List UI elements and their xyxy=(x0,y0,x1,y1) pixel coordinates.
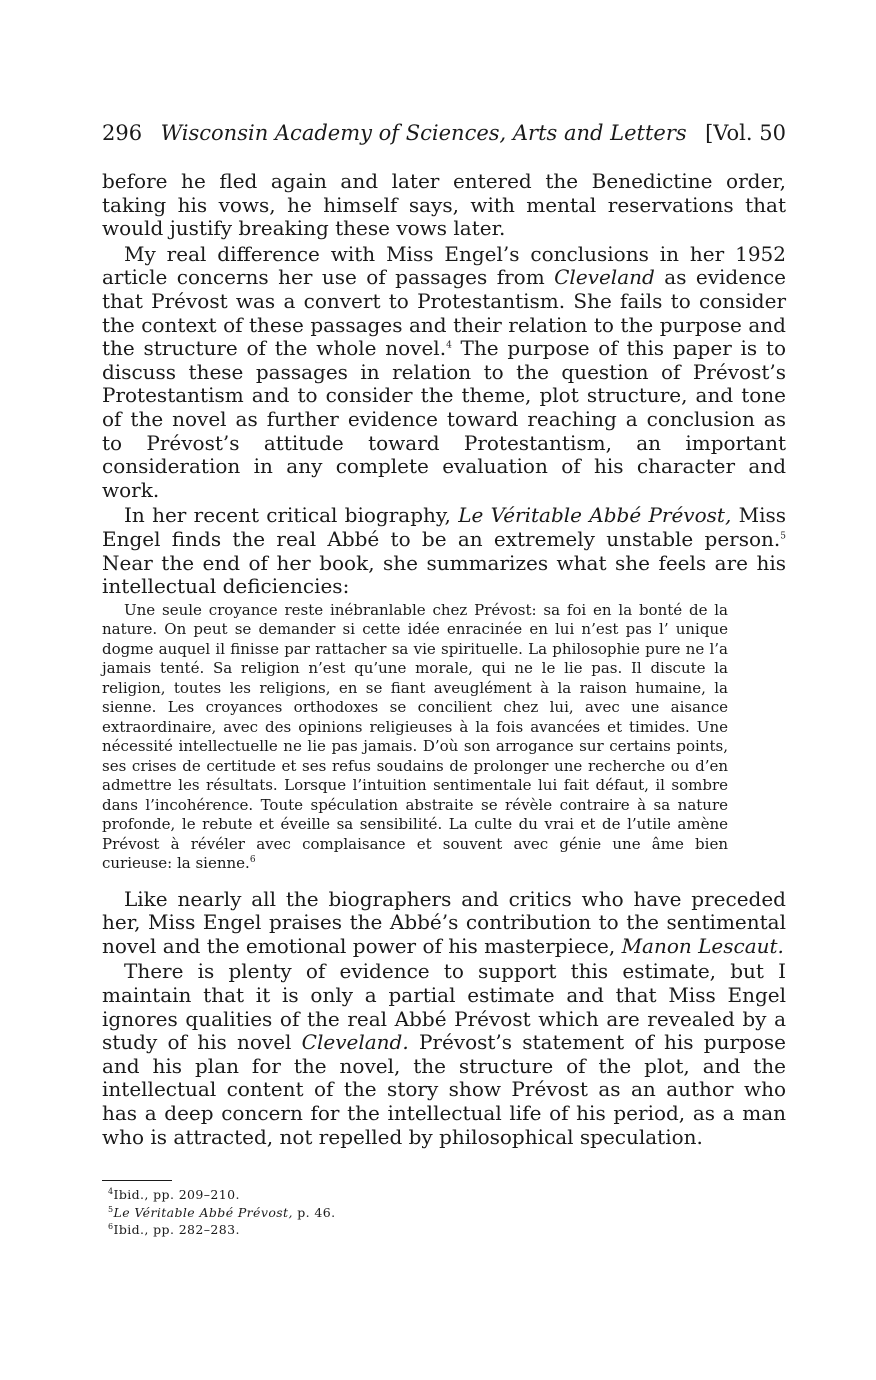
p4-title-manon: Manon Lescaut. xyxy=(621,933,784,958)
p3-text-b: Miss Engel finds the real Abbé to be an extremely unstable person. xyxy=(102,503,787,551)
footnote xyxy=(108,1204,668,1222)
p2-text-b: as evidence that Prévost was a convert to Protestantism. She fails to consider the context of these passages and their relation to the purpose and the structure of the whole novel. xyxy=(102,265,786,361)
block-quote xyxy=(102,601,728,874)
quote-text: Une seule croyance reste inébranlable chez Prévost: sa foi en la bonté de la nature. On peut se demander si cette idée enracinée en lui n’est pas l’ unique dogme auquel il finisse par rattacher sa vie spirituelle. La philosophie pure ne l’a jamais tenté. Sa religion n’est qu’une morale, qui ne le lie pas. Il discute la religion, toutes les religions, en se fiant aveuglément à la raison humaine, la sienne. Les croyances orthodoxes se concilient chez lui, avec une aisance extraordinaire, avec des opinions religieuses à la fois avancées et timides. Une nécessité intellectuelle ne lie pas jamais. D’où son arrogance sur certains points, ses crises de certitude et ses refus soudains de prolonger une recherche ou d’en admettre les résultats. Lorsque l’intuition sentimentale lui fait défaut, il sombre dans l’incohérence. Toute spéculation abstraite se révèle contraire à sa nature profonde, le rebute et éveille sa sensibilité. La culte du vrai et de l’utile amène Prévost à révéler avec complaisance et souvent avec génie une âme bien curieuse: la sienne. xyxy=(102,600,728,873)
p5-title-cleveland: Cleveland. xyxy=(301,1030,409,1055)
p3-text-a: In her recent critical biography, xyxy=(124,503,459,528)
p2-text-c: The purpose of this paper is to discuss these passages in relation to the question of Prévost’s Protestantism and to consider the theme, plot structure, and tone of the novel as further evidence toward reaching a conclusion as to Prévost’s attitude toward Protestantism, an important consideration in any complete evaluation of his character and work. xyxy=(102,336,786,502)
footnote-ref-5: 5 xyxy=(780,531,786,542)
body-text xyxy=(102,170,786,1149)
footnote-book-title: Le Véritable Abbé Prévost, xyxy=(113,1204,293,1220)
footnotes xyxy=(108,1186,668,1239)
footnote-text: Ibid., pp. 282–283. xyxy=(113,1222,240,1237)
running-head xyxy=(102,120,786,146)
p5-text-a: There is plenty of evidence to support this estimate, but I maintain that it is only a partial estimate and that Miss Engel ignores qualities of the real Abbé Prévost which are revealed by a study of his novel xyxy=(102,959,786,1055)
journal-title: Wisconsin Academy of Sciences, Arts and Letters xyxy=(160,121,687,145)
paragraph-1: before he fled again and later entered the Benedictine order, taking his vows, he himself says, with mental reservations that would justify breaking these vows later. xyxy=(102,169,786,241)
p4-text-a: Like nearly all the biographers and critics who have preceded her, Miss Engel praises the Abbé’s contribution to the sentimental novel and the emotional power of his masterpiece, xyxy=(102,886,786,958)
page-number: 296 xyxy=(102,121,143,145)
p3-book-title: Le Véritable Abbé Prévost, xyxy=(458,503,732,528)
footnote-ref-4: 4 xyxy=(446,340,452,351)
paragraph-4 xyxy=(102,888,786,959)
p2-text-a: My real difference with Miss Engel’s conclusions in her 1952 article concerns her use of passages from xyxy=(102,241,786,290)
footnote-mark: 6 xyxy=(108,1221,114,1231)
footnote-text: Ibid., pp. 209–210. xyxy=(113,1187,240,1202)
footnote-mark: 4 xyxy=(108,1186,114,1196)
paragraph-5 xyxy=(102,960,786,1149)
footnote xyxy=(108,1186,668,1204)
footnote-text: p. 46. xyxy=(292,1204,336,1220)
footnote xyxy=(108,1221,668,1239)
paragraph-2 xyxy=(102,243,786,503)
p5-text-b: Prévost’s statement of his purpose and his plan for the novel, the structure of the plot, and the intellectual content of the story show Prévost as an author who has a deep concern for the intellectual life of his period, as a man who is attracted, not repelled by philosophical speculation. xyxy=(102,1030,786,1149)
volume-label: [Vol. 50 xyxy=(705,121,786,145)
footnote-rule xyxy=(102,1180,172,1181)
p3-text-c: Near the end of her book, she summarizes what she feels are his intellectual deficiencies: xyxy=(102,550,786,599)
footnote-mark: 5 xyxy=(108,1204,114,1214)
p2-title-cleveland: Cleveland xyxy=(554,265,655,290)
footnote-ref-6: 6 xyxy=(249,855,256,866)
paragraph-3 xyxy=(102,504,786,598)
